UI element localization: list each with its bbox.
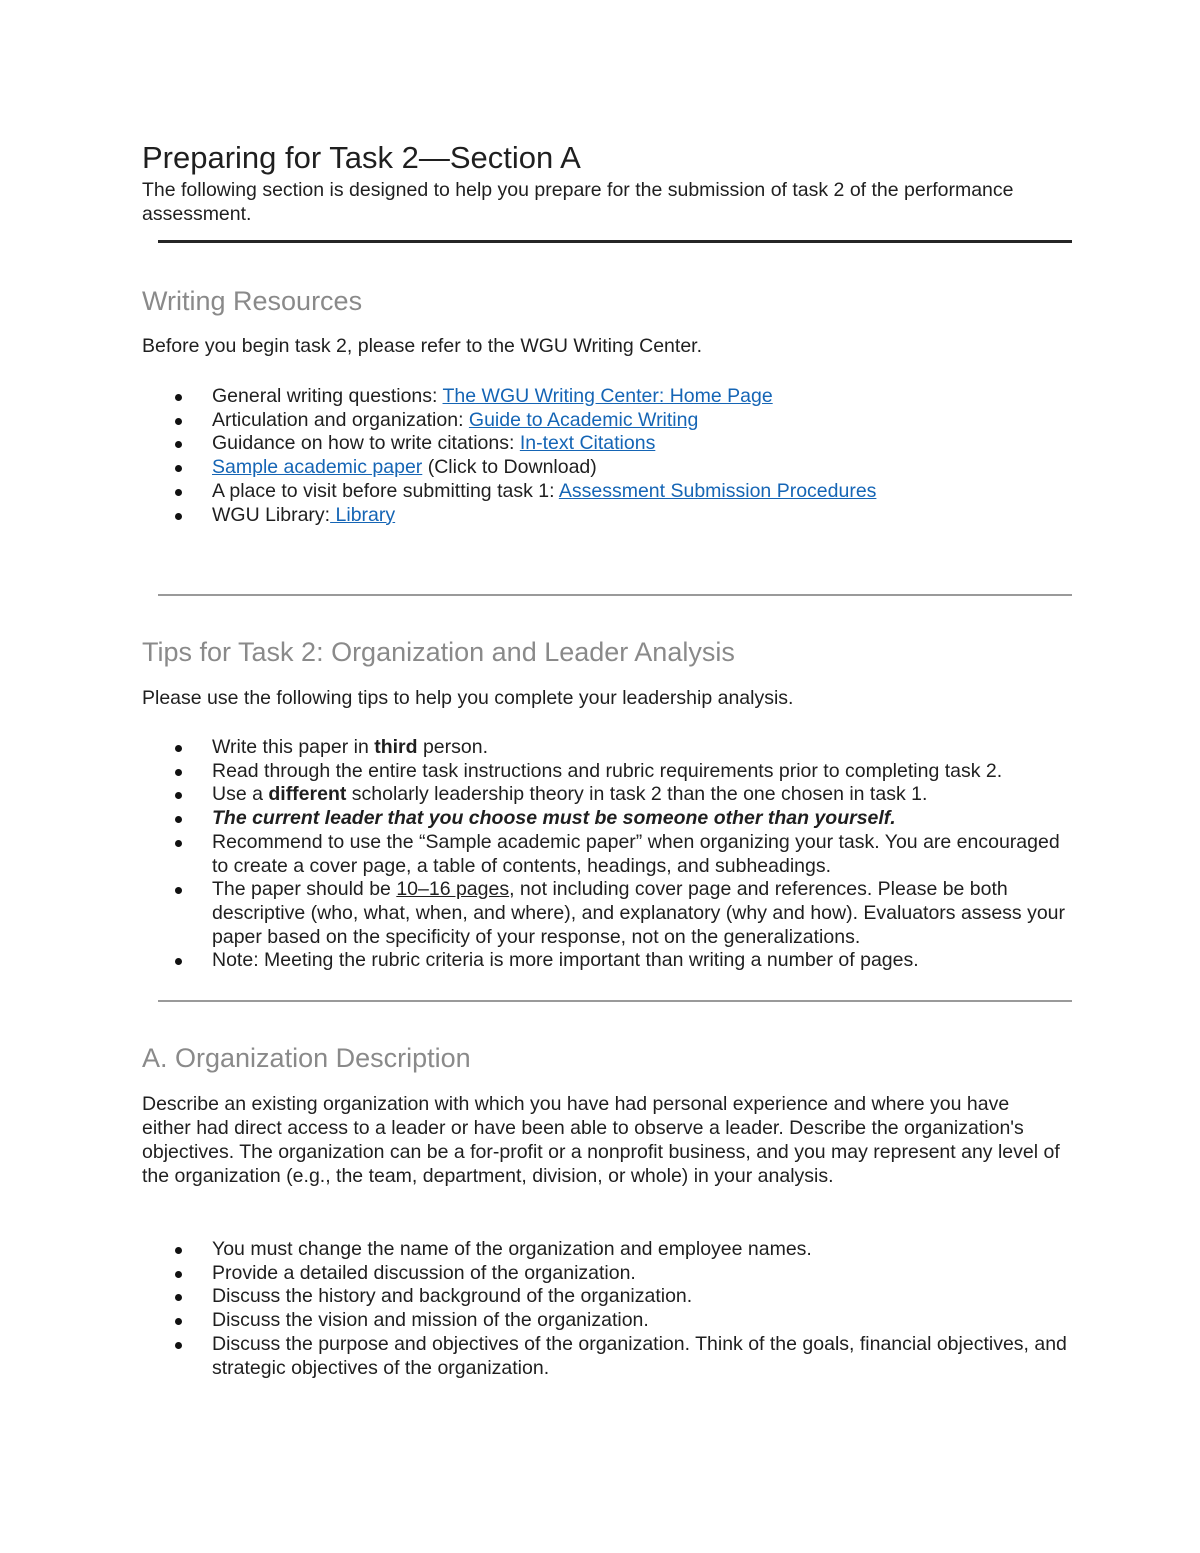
tips-heading: Tips for Task 2: Organization and Leader Analysis (142, 637, 735, 667)
link-in-text-citations[interactable]: In-text Citations (519, 432, 656, 455)
link-writing-center-home[interactable]: The WGU Writing Center: Home Page (442, 385, 773, 407)
bullet-icon (175, 394, 182, 401)
list-item: General writing questions: The WGU Writing Center: Home Page (142, 385, 1072, 409)
list-item: Note: Meeting the rubric criteria is more important than writing a number of pages. (142, 949, 1072, 973)
bullet-icon (175, 769, 182, 776)
list-item: A place to visit before submitting task 1: Assessment Submission Procedures (142, 480, 1072, 504)
list-item: WGU Library: Library (142, 504, 1072, 528)
list-item: Discuss the vision and mission of the organization. (142, 1309, 1072, 1333)
org-description-heading: A. Organization Description (142, 1043, 471, 1073)
list-item: Articulation and organization: Guide to Academic Writing (142, 409, 1072, 433)
bullet-icon (175, 465, 182, 472)
tips-list (142, 736, 1072, 973)
bullet-icon (175, 816, 182, 823)
list-item: The paper should be 10–16 pages, not including cover page and references. Please be both descriptive (who, what, when, and where), and explanatory (why and how). Evaluators assess your paper based on the specificity of your response, not on the generalizations. (142, 878, 1072, 949)
writing-resources-intro: Before you begin task 2, please refer to the WGU Writing Center. (142, 335, 702, 357)
bullet-icon (175, 513, 182, 520)
bullet-icon (175, 1342, 182, 1349)
section-divider (158, 594, 1072, 596)
bullet-icon (175, 1271, 182, 1278)
list-item: The current leader that you choose must be someone other than yourself. (142, 807, 1072, 831)
bullet-icon (175, 1294, 182, 1301)
list-item: Provide a detailed discussion of the organization. (142, 1262, 1072, 1286)
list-item: Recommend to use the “Sample academic paper” when organizing your task. You are encouraged to create a cover page, a table of contents, headings, and subheadings. (142, 831, 1072, 878)
page-subtitle: The following section is designed to help you prepare for the submission of task 2 of the performance assessment. (142, 179, 1014, 225)
link-library[interactable]: Library (330, 503, 396, 526)
bullet-icon (175, 1318, 182, 1325)
link-sample-academic-paper[interactable]: Sample academic paper (212, 456, 423, 479)
page-title: Preparing for Task 2—Section A (142, 140, 581, 175)
bullet-icon (175, 840, 182, 847)
org-description-list (142, 1238, 1072, 1380)
list-item: You must change the name of the organization and employee names. (142, 1238, 1072, 1262)
writing-resources-list (142, 385, 1072, 527)
list-item: Discuss the purpose and objectives of the organization. Think of the goals, financial objectives, and strategic objectives of the organization. (142, 1333, 1072, 1380)
bullet-icon (175, 792, 182, 799)
bullet-icon (175, 489, 182, 496)
bullet-icon (175, 745, 182, 752)
list-item: Sample academic paper (Click to Download) (142, 456, 1072, 480)
link-guide-academic-writing[interactable]: Guide to Academic Writing (468, 408, 699, 431)
link-assessment-submission-procedures[interactable]: Assessment Submission Procedures (558, 479, 877, 502)
list-item: Read through the entire task instructions and rubric requirements prior to completing task 2. (142, 760, 1072, 784)
list-item: Use a different scholarly leadership theory in task 2 than the one chosen in task 1. (142, 783, 1072, 807)
writing-resources-heading: Writing Resources (142, 286, 363, 316)
bullet-icon (175, 887, 182, 894)
section-divider (158, 240, 1072, 243)
bullet-icon (175, 1247, 182, 1254)
bullet-icon (175, 958, 182, 965)
bullet-icon (175, 441, 182, 448)
org-description-paragraph: Describe an existing organization with which you have had personal experience and where you have either had direct access to a leader or have been able to observe a leader. Describe the organization's objectives. The organization can be a for-profit or a nonprofit business, and you may represent any level of the organization (e.g., the team, department, division, or whole) in your analysis. (142, 1093, 1060, 1187)
list-item: Discuss the history and background of the organization. (142, 1285, 1072, 1309)
tips-intro: Please use the following tips to help you complete your leadership analysis. (142, 687, 794, 709)
bullet-icon (175, 418, 182, 425)
section-divider (158, 1000, 1072, 1002)
list-item: Guidance on how to write citations: In-text Citations (142, 432, 1072, 456)
list-item: Write this paper in third person. (142, 736, 1072, 760)
